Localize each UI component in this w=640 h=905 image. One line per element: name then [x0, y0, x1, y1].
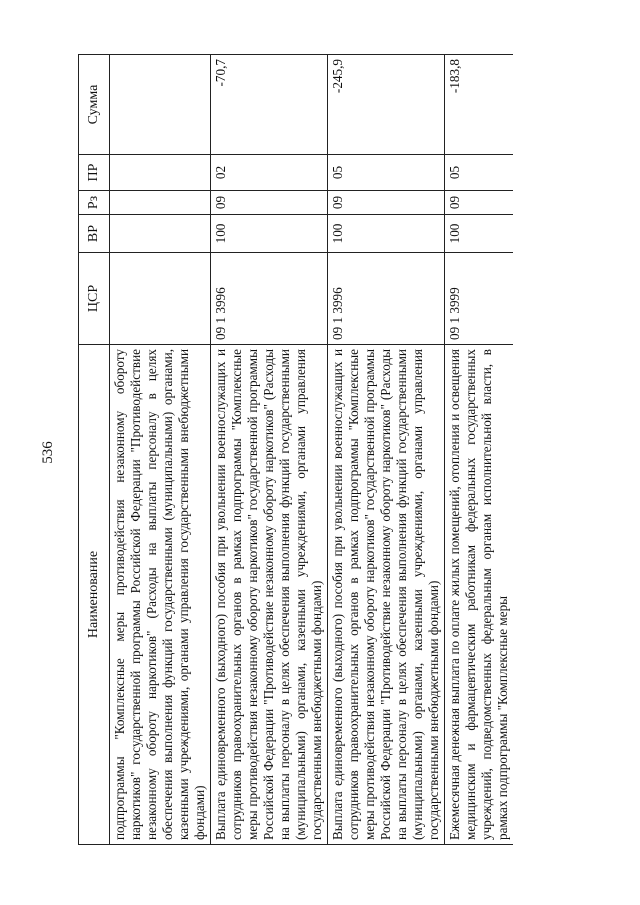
- row-sum: -183,8: [445, 55, 514, 155]
- row-vr: 100: [328, 215, 445, 253]
- header-vr: ВР: [79, 215, 110, 253]
- table-body: [110, 55, 514, 845]
- row-name: подпрограммы "Комплексные меры противодействия незаконному обороту наркотиков" государственной программы Российской Федерации "Противодействие незаконному обороту наркотиков" (Расходы на выплаты персоналу в целях обеспечения выполнения функций государственными (муниципальными) органами, казенными учреждениями, органами управления государственными внебюджетными фондами): [110, 345, 211, 845]
- row-csr: 09 1 3996: [211, 253, 328, 345]
- table-row: [328, 55, 445, 845]
- table-row: [110, 55, 211, 845]
- row-name: Выплата единовременного (выходного) пособия при увольнении военнослужащих и сотрудников правоохранительных органов в рамках подпрограммы "Комплексные меры противодействия незаконному обороту наркотиков" государственной программы Российской Федерации "Противодействие незаконному обороту наркотиков" (Расходы на выплаты персоналу в целях обеспечения выполнения функций государственными (муниципальными) органами, казенными учреждениями, органами управления государственными внебюджетными фондами): [328, 345, 445, 845]
- header-pr: ПР: [79, 155, 110, 191]
- row-pr: 02: [211, 155, 328, 191]
- row-sum: -70,7: [211, 55, 328, 155]
- header-csr: ЦСР: [79, 253, 110, 345]
- table-header: [79, 55, 110, 845]
- row-rz: 09: [445, 191, 514, 215]
- header-rz: Рз: [79, 191, 110, 215]
- row-pr: 05: [328, 155, 445, 191]
- row-vr: 100: [445, 215, 514, 253]
- header-row: [79, 55, 110, 845]
- row-sum: [110, 55, 211, 155]
- header-name: Наименование: [79, 345, 110, 845]
- row-rz: 09: [328, 191, 445, 215]
- row-pr: 05: [445, 155, 514, 191]
- table-row: [211, 55, 328, 845]
- row-csr: [110, 253, 211, 345]
- row-pr: [110, 155, 211, 191]
- row-name: Ежемесячная денежная выплата по оплате жилых помещений, отопления и освещения медицинским и фармацевтическим работникам федеральных государственных учреждений, подведомственных федеральным органам исполнительной власти, в рамках подпрограммы "Комплексные меры: [445, 345, 514, 845]
- row-name: Выплата единовременного (выходного) пособия при увольнении военнослужащих и сотрудников правоохранительных органов в рамках подпрограммы "Комплексные меры противодействия незаконному обороту наркотиков" государственной программы Российской Федерации "Противодействие незаконному обороту наркотиков" (Расходы на выплаты персоналу в целях обеспечения выполнения функций государственными (муниципальными) органами, казенными учреждениями, органами управления государственными внебюджетными фондами): [211, 345, 328, 845]
- row-rz: 09: [211, 191, 328, 215]
- budget-table: [78, 54, 513, 845]
- header-sum: Сумма: [79, 55, 110, 155]
- row-csr: 09 1 3999: [445, 253, 514, 345]
- row-sum: -245,9: [328, 55, 445, 155]
- row-rz: [110, 191, 211, 215]
- page-number: 536: [40, 441, 56, 464]
- row-vr: [110, 215, 211, 253]
- row-csr: 09 1 3996: [328, 253, 445, 345]
- table-row: [445, 55, 514, 845]
- row-vr: 100: [211, 215, 328, 253]
